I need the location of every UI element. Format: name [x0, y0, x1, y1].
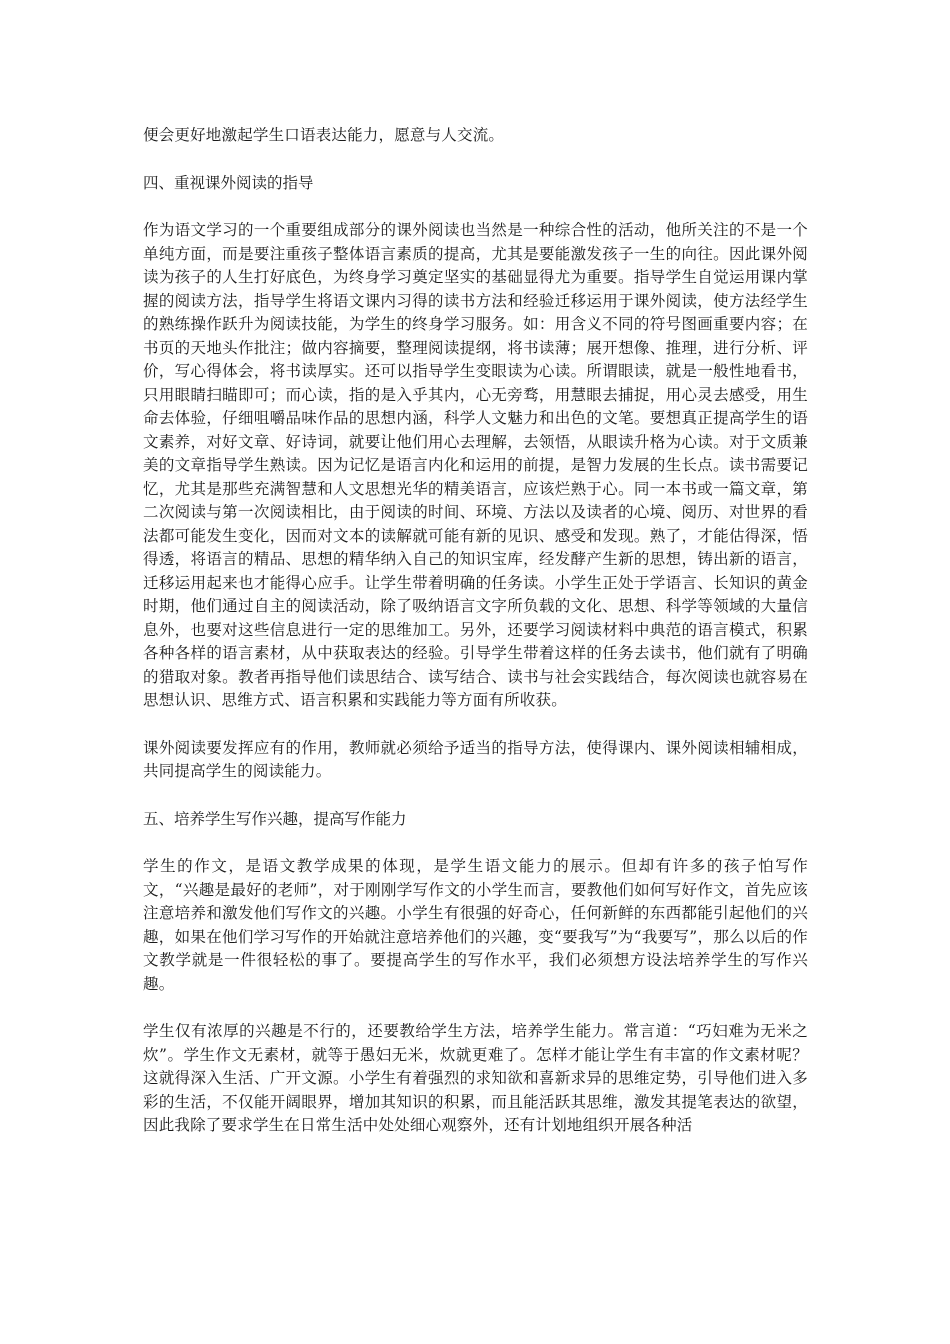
- paragraph-gap: [143, 784, 808, 808]
- paragraph-gap: [143, 996, 808, 1020]
- paragraph-gap: [143, 148, 808, 172]
- paragraph-writing-material: 学生仅有浓厚的兴趣是不行的，还要教给学生方法，培养学生能力。常言道：“巧妇难为无米之炊”。学生作文无素材，就等于愚妇无米，炊就更难了。怎样才能让学生有丰富的作文素材呢？这就得深入生活、广开文源。小学生有着强烈的求知欲和喜新求异的思维定势，引导他们进入多彩的生活，不仅能开阔眼界，增加其知识的积累，而且能活跃其思维，激发其提笔表达的欲望，因此我除了要求学生在日常生活中处处细心观察外，还有计划地组织开展各种活: [143, 1022, 808, 1134]
- paragraph-intro-continuation: 便会更好地激起学生口语表达能力，愿意与人交流。: [143, 126, 505, 144]
- paragraph-gap: [143, 195, 808, 219]
- paragraph-reading-summary: 课外阅读要发挥应有的作用，教师就必须给予适当的指导方法，使得课内、课外阅读相辅相成，共同提高学生的阅读能力。: [143, 738, 808, 780]
- paragraph-gap: [143, 831, 808, 855]
- section-heading-4: 四、重视课外阅读的指导: [143, 173, 314, 192]
- section-heading-5: 五、培养学生写作兴趣，提高写作能力: [143, 809, 407, 828]
- paragraph-extracurricular-reading: 作为语文学习的一个重要组成部分的课外阅读也当然是一种综合性的活动，他所关注的不是一个单纯方面，而是要注重孩子整体语言素质的提高，尤其是要能激发孩子一生的向往。因此课外阅读为孩子的人生打好底色，为终身学习奠定坚实的基础显得尤为重要。指导学生自觉运用课内掌握的阅读方法，指导学生将语文课内习得的读书方法和经验迁移运用于课外阅读，使方法经学生的熟练操作跃升为阅读技能，为学生的终身学习服务。如：用含义不同的符号图画重要内容；在书页的天地头作批注；做内容摘要，整理阅读提纲，将书读薄；展开想像、推理，进行分析、评价，写心得体会，将书读厚实。还可以指导学生变眼读为心读。所谓眼读，就是一般性地看书，只用眼睛扫瞄即可；而心读，指的是入乎其内，心无旁骛，用慧眼去捕捉，用心灵去感受，用生命去体验，仔细咀嚼品味作品的思想内涵，科学人文魅力和出色的文笔。要想真正提高学生的语文素养，对好文章、好诗词，就要让他们用心去理解，去领悟，从眼读升格为心读。对于文质兼美的文章指导学生熟读。因为记忆是语言内化和运用的前提，是智力发展的生长点。读书需要记忆，尤其是那些充满智慧和人文思想光华的精美语言，应该烂熟于心。同一本书或一篇文章，第二次阅读与第一次阅读相比，由于阅读的时间、环境、方法以及读者的心境、阅历、对世界的看法都可能发生变化，因而对文本的读解就可能有新的见识、感受和发现。熟了，才能估得深，悟得透，将语言的精品、思想的精华纳入自己的知识宝库，经发酵产生新的思想，铸出新的语言，迁移运用起来也才能得心应手。让学生带着明确的任务读。小学生正处于学语言、长知识的黄金时期，他们通过自主的阅读活动，除了吸纳语言文字所负载的文化、思想、科学等领域的大量信息外，也要对这些信息进行一定的思维加工。另外，还要学习阅读材料中典范的语言模式，积累各种各样的语言素材，从中获取表达的经验。引导学生带着这样的任务去读书，他们就有了明确的猎取对象。教者再指导他们读思结合、读写结合、读书与社会实践结合，每次阅读也就容易在思想认识、思维方式、语言积累和实践能力等方面有所收获。: [143, 221, 808, 709]
- paragraph-writing-interest: 学生的作文，是语文教学成果的体现，是学生语文能力的展示。但却有许多的孩子怕写作文，“兴趣是最好的老师”，对于刚刚学写作文的小学生而言，要教他们如何写好作文，首先应该注意培养和激发他们写作文的兴趣。小学生有很强的好奇心，任何新鲜的东西都能引起他们的兴趣，如果在他们学习写作的开始就注意培养他们的兴趣，变“要我写”为“我要写”，那么以后的作文教学就是一件很轻松的事了。要提高学生的写作水平，我们必须想方设法培养学生的写作兴趣。: [143, 857, 808, 993]
- document-page: [143, 124, 808, 1138]
- paragraph-gap: [143, 713, 808, 737]
